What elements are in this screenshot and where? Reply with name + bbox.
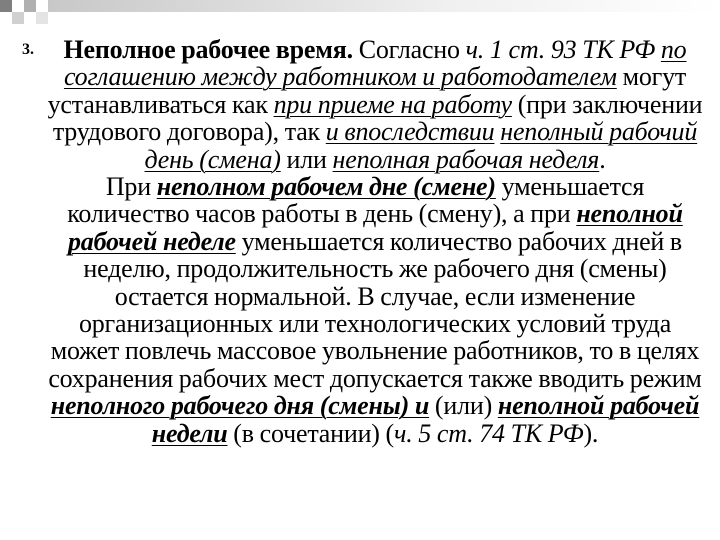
text-span: уменьшается количество рабочих дней в неделю, продолжительность же рабочего дня (смены) остается нормальной. В случае, если изменение организационных или технологических условий труда может повлечь массовое увольнение работников, то в целях сохранения рабочих мест допускается также вводить режим xyxy=(48,226,702,393)
strong-emphasis-text: неполной рабочей неделе xyxy=(68,199,683,256)
strong-emphasis-text: неполного рабочего дня (смены) и xyxy=(50,391,430,421)
text-span: (в сочетании) ( xyxy=(227,418,394,448)
emphasis-text: по соглашению между работником и работодателем xyxy=(63,35,687,92)
decor-square xyxy=(12,12,24,24)
text-span: ). xyxy=(583,418,599,448)
emphasis-text: неполный рабочий день (смена) xyxy=(144,117,698,174)
paragraph-explanation xyxy=(45,173,705,447)
text-span: (или) xyxy=(429,391,498,421)
text-span: или xyxy=(280,144,333,174)
text-span: При xyxy=(105,172,157,202)
decor-square xyxy=(36,12,48,24)
text-span: . xyxy=(599,144,606,174)
term-heading: Неполное рабочее время. xyxy=(63,35,353,64)
law-reference: ч. 5 ст. 74 ТК РФ xyxy=(394,418,584,448)
law-reference: ч. 1 ст. 93 ТК РФ xyxy=(465,35,656,64)
decor-square xyxy=(12,0,24,12)
strong-emphasis-text: неполном рабочем дне (смене) xyxy=(156,172,496,202)
item-number: 3. xyxy=(22,41,34,58)
decor-square xyxy=(0,0,12,12)
decor-square xyxy=(24,0,36,12)
paragraph-definition xyxy=(45,36,705,173)
decor-square xyxy=(36,0,48,12)
emphasis-text: при приеме на работу xyxy=(273,89,512,119)
text-span: могут устанавливаться как xyxy=(47,62,687,119)
slide-body xyxy=(45,36,705,447)
text-span: (при заключении трудового договора), так xyxy=(52,89,703,147)
text-span: уменьшается количество часов работы в день (смену), а при xyxy=(67,172,645,229)
header-decoration xyxy=(0,0,720,24)
strong-emphasis-text: неполной рабочей недели xyxy=(151,391,700,448)
decor-gradient-bar xyxy=(48,0,720,12)
emphasis-text: и впоследствии xyxy=(325,117,495,147)
text-span: Согласно xyxy=(352,35,466,64)
emphasis-text: неполная рабочая неделя xyxy=(332,144,600,174)
